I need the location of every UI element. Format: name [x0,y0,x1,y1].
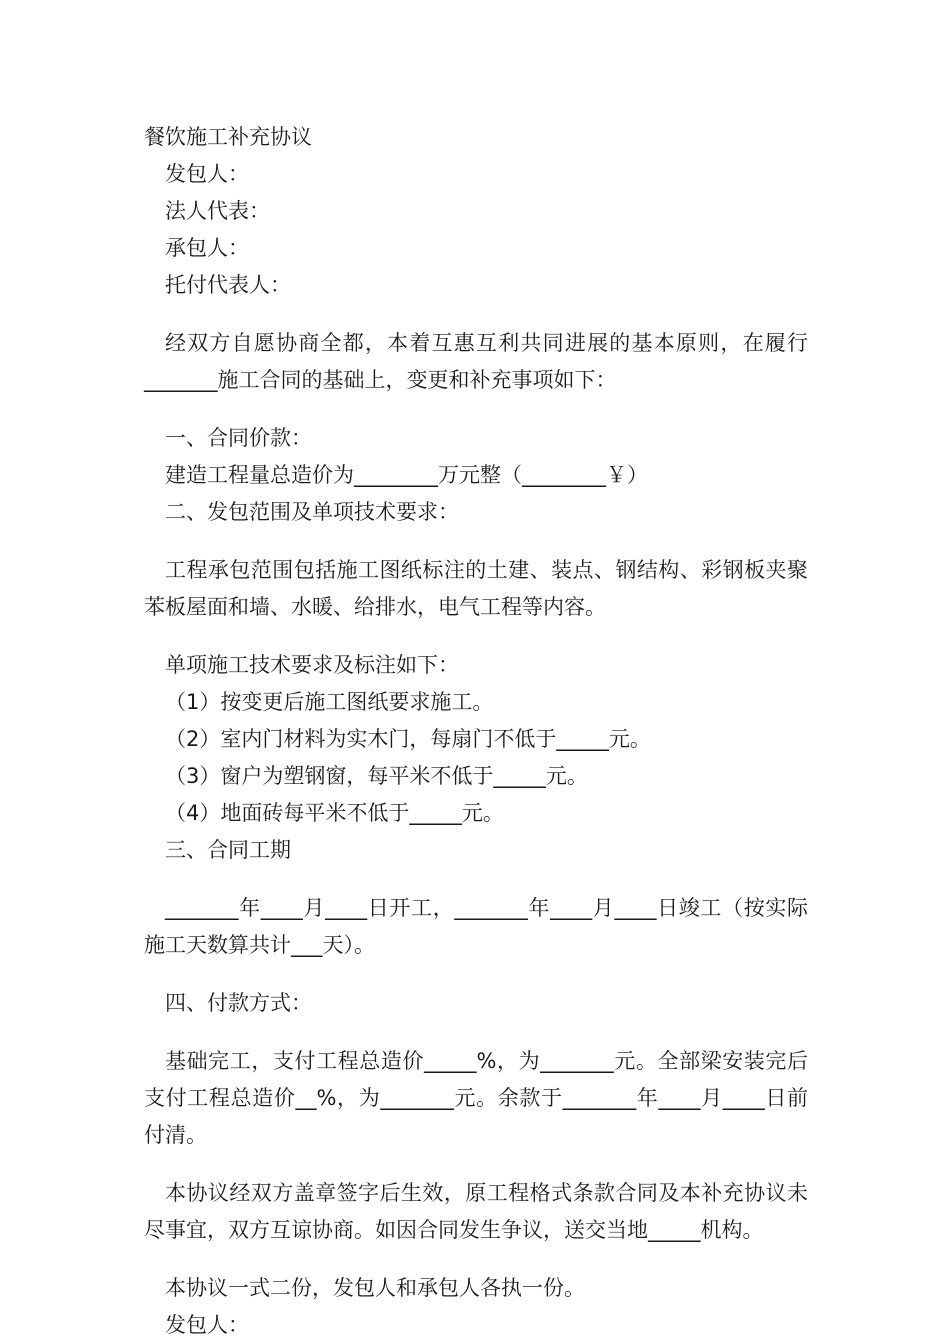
field-contractor: 承包人： [165,236,249,260]
section4-heading: 四、付款方式： [165,991,312,1015]
section3-period: _______年____月____日开工，_______年____月____日竣工（按实际施工天数算共计___天）。 [144,896,808,957]
requirement-item: （1）按变更后施工图纸要求施工。 [165,690,494,714]
field-employer: 发包人： [165,162,249,186]
field-authorized-representative: 托付代表人： [165,273,291,297]
document-page [144,119,808,1344]
intro-paragraph: 经双方自愿协商全都，本着互惠互利共同进展的基本原则，在履行_______施工合同的基础上，变更和补充事项如下： [144,331,808,392]
section2-scope: 工程承包范围包括施工图纸标注的土建、装点、钢结构、彩钢板夹聚苯板屋面和墙、水暖、给排水，电气工程等内容。 [144,558,808,619]
requirement-item: （2）室内门材料为实木门，每扇门不低于_____元。 [165,727,651,751]
clause-effect: 本协议经双方盖章签字后生效，原工程格式条款合同及本补充协议未尽事宜，双方互谅协商。如因合同发生争议，送交当地_____机构。 [144,1181,808,1242]
section3-heading: 三、合同工期 [165,838,291,862]
clause-copies: 本协议一式二份，发包人和承包人各执一份。 [165,1276,585,1300]
section2-subheading: 单项施工技术要求及标注如下： [165,653,459,677]
field-legal-representative: 法人代表： [165,199,270,223]
section2-heading: 二、发包范围及单项技术要求： [165,500,459,524]
document-title: 餐饮施工补充协议 [144,125,312,149]
section1-price: 建造工程量总造价为________万元整（________￥） [165,463,648,487]
section1-heading: 一、合同价款： [165,426,312,450]
requirement-item: （3）窗户为塑钢窗，每平米不低于_____元。 [165,764,588,788]
requirement-item: （4）地面砖每平米不低于_____元。 [165,801,504,825]
section4-payment: 基础完工，支付工程总造价_____%，为_______元。全部梁安装完后支付工程总造价__%，为_______元。余款于_______年____月____日前付清。 [144,1049,808,1147]
signature-employer: 发包人： [165,1313,249,1337]
